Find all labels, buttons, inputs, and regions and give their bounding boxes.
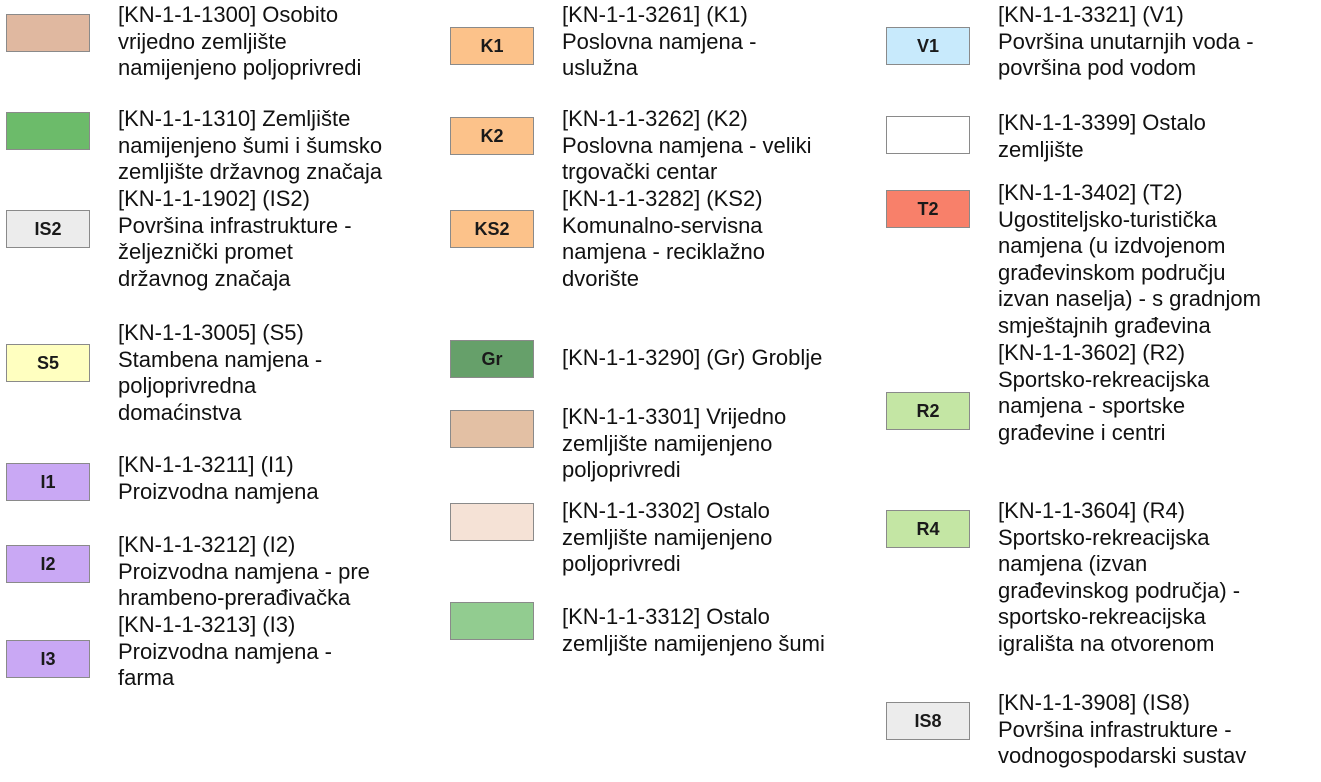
swatch-code: I3 (40, 648, 56, 669)
legend-swatch (450, 410, 534, 448)
legend-text: [KN-1-1-1902] (IS2) Površina infrastrukture - željeznički promet državnog značaja (118, 186, 352, 291)
swatch-code: R4 (916, 518, 940, 539)
legend-text: [KN-1-1-3262] (K2) Poslovna namjena - veliki trgovački centar (562, 106, 812, 184)
legend-swatch (6, 545, 90, 583)
legend-swatch (6, 14, 90, 52)
swatch-code: I2 (40, 553, 56, 574)
legend-text: [KN-1-1-3602] (R2) Sportsko-rekreacijska namjena - sportske građevine i centri (998, 340, 1210, 445)
swatch-code: T2 (917, 198, 939, 219)
legend-swatch (450, 210, 534, 248)
legend-text: [KN-1-1-1300] Osobito vrijedno zemljište namijenjeno poljoprivredi (118, 2, 362, 80)
legend-swatch (450, 503, 534, 541)
legend-swatch (886, 190, 970, 228)
swatch-code: V1 (916, 35, 940, 56)
legend-swatch (886, 510, 970, 548)
legend-text: [KN-1-1-3261] (K1) Poslovna namjena - uslužna (562, 2, 757, 80)
legend-text: [KN-1-1-3908] (IS8) Površina infrastrukture - vodnogospodarski sustav (998, 690, 1247, 768)
swatch-code: S5 (36, 352, 60, 373)
legend-text: [KN-1-1-3290] (Gr) Groblje (562, 345, 823, 370)
legend-swatch (6, 463, 90, 501)
legend-swatch (886, 116, 970, 154)
legend-text: [KN-1-1-3402] (T2) Ugostiteljsko-turistička namjena (u izdvojenom građevinskom području izvan naselja) - s gradnjom smještajnih građevina (998, 180, 1261, 338)
legend-swatch (886, 392, 970, 430)
legend-swatch (450, 602, 534, 640)
swatch-code: K1 (480, 35, 504, 56)
swatch-code: I1 (40, 471, 56, 492)
legend-text: [KN-1-1-3312] Ostalo zemljište namijenjeno šumi (562, 604, 825, 656)
swatch-code: K2 (480, 125, 504, 146)
legend-swatch (6, 344, 90, 382)
swatch-code: Gr (481, 348, 503, 369)
legend-swatch (886, 27, 970, 65)
swatch-code: KS2 (474, 218, 510, 239)
legend-text: [KN-1-1-3399] Ostalo zemljište (998, 110, 1206, 162)
legend-swatch (450, 27, 534, 65)
legend-text: [KN-1-1-3213] (I3) Proizvodna namjena - farma (118, 612, 333, 690)
legend-text: [KN-1-1-3302] Ostalo zemljište namijenjeno poljoprivredi (562, 498, 773, 576)
legend-swatch (450, 117, 534, 155)
legend-swatch (6, 640, 90, 678)
legend-text: [KN-1-1-3211] (I1) Proizvodna namjena (118, 452, 319, 504)
swatch-code: IS8 (914, 710, 942, 731)
legend-text: [KN-1-1-1310] Zemljište namijenjeno šumi i šumsko zemljište državnog značaja (118, 106, 383, 184)
legend-text: [KN-1-1-3604] (R4) Sportsko-rekreacijska namjena (izvan građevinskog područja) - sportsko-rekreacijska igrališta na otvorenom (998, 498, 1241, 656)
legend-text: [KN-1-1-3212] (I2) Proizvodna namjena - pre hrambeno-prerađivačka (118, 532, 370, 610)
legend-text: [KN-1-1-3282] (KS2) Komunalno-servisna namjena - reciklažno dvorište (562, 186, 765, 291)
swatch-code: IS2 (34, 218, 62, 239)
legend-swatch (6, 112, 90, 150)
swatch-code: R2 (916, 400, 940, 421)
legend-text: [KN-1-1-3301] Vrijedno zemljište namijenjeno poljoprivredi (562, 404, 787, 482)
legend-swatch (886, 702, 970, 740)
legend-swatch (6, 210, 90, 248)
legend-swatch (450, 340, 534, 378)
legend-text: [KN-1-1-3321] (V1) Površina unutarnjih voda - površina pod vodom (998, 2, 1254, 80)
legend-text: [KN-1-1-3005] (S5) Stambena namjena - poljoprivredna domaćinstva (118, 320, 323, 425)
